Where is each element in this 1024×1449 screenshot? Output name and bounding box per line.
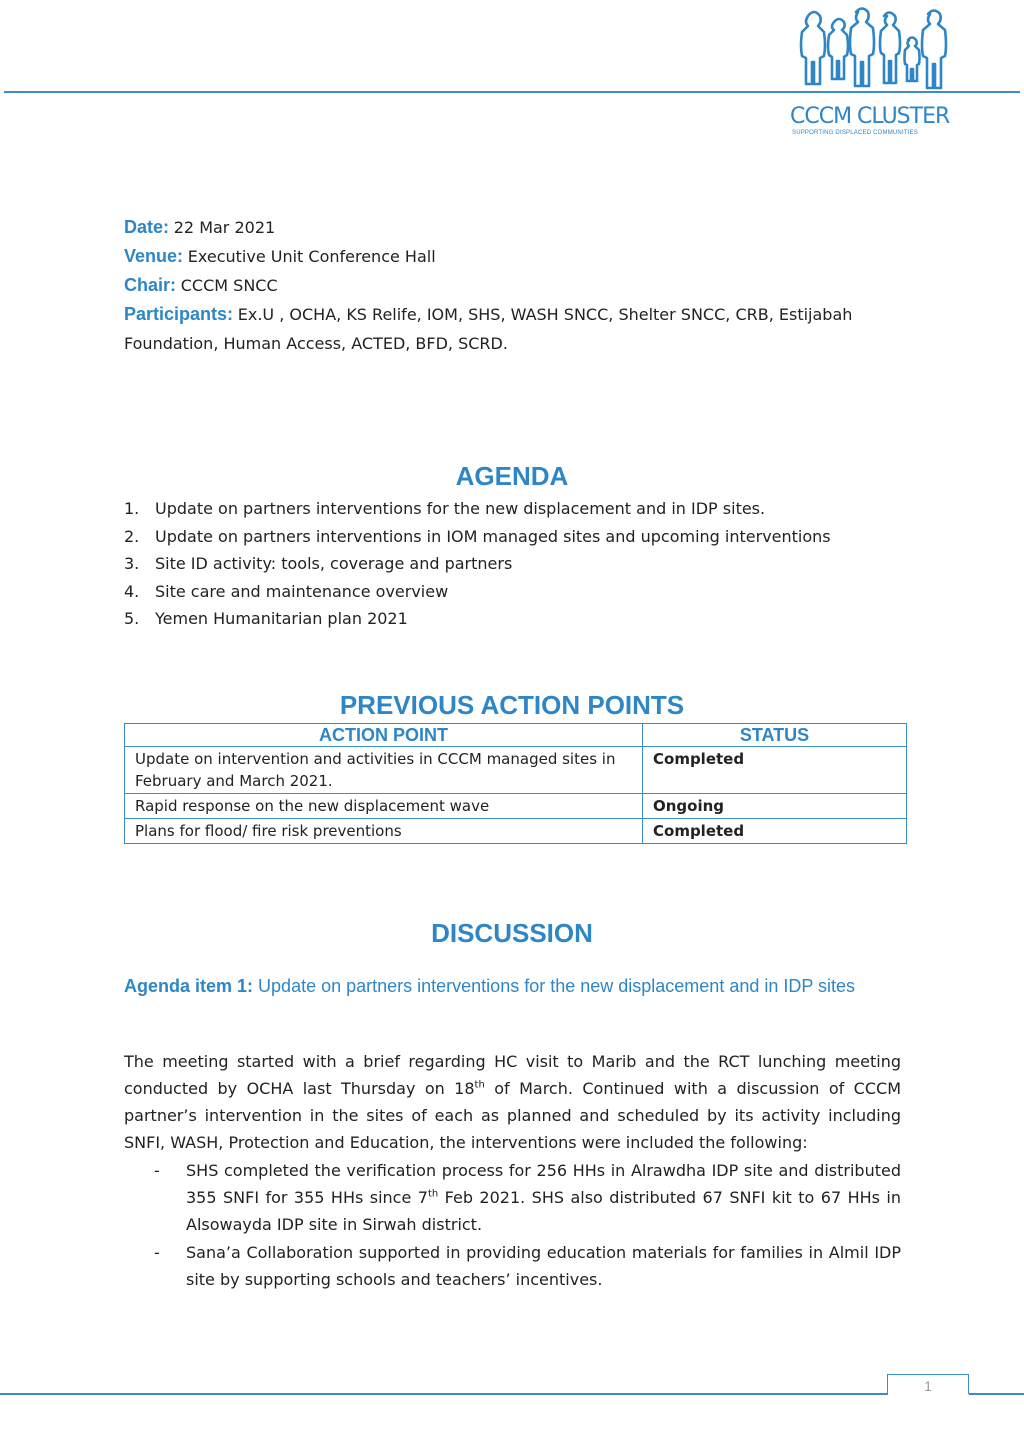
item-number: 1. [124, 499, 140, 518]
bullet-text [186, 1157, 901, 1238]
list-item [124, 1239, 901, 1293]
list-item [124, 550, 904, 578]
bullet-text-part: Feb 2021. SHS also distributed 67 SNFI kit to 67 HHs in Alsowayda IDP site in Sirwah district. [186, 1188, 901, 1234]
agenda-item-label: Agenda item 1: [124, 976, 254, 996]
venue-line [124, 242, 904, 271]
table-row [125, 747, 907, 794]
list-item [124, 605, 904, 633]
paragraph-text: of March. Continued with a discussion of CCCM partner’s intervention in the sites of each as planned and scheduled by its activity including SNFI, WASH, Protection and Education, the interventions were included the following: [124, 1079, 901, 1152]
date-line [124, 213, 904, 242]
agenda-list [124, 495, 904, 633]
chair-label: Chair: [124, 275, 177, 295]
column-header-action: ACTION POINT [125, 724, 643, 747]
status-cell: Ongoing [643, 794, 907, 819]
participants-line [124, 300, 904, 358]
item-text: Yemen Humanitarian plan 2021 [155, 609, 408, 628]
status-cell: Completed [643, 747, 907, 794]
logo-subtitle: SUPPORTING DISPLACED COMMUNITIES [792, 130, 918, 136]
action-cell: Plans for flood/ fire risk preventions [125, 819, 643, 844]
footer-rule [969, 1393, 1024, 1395]
item-number: 4. [124, 581, 140, 601]
table-row [125, 819, 907, 844]
people-silhouettes-icon [794, 6, 954, 96]
table-header-row [125, 724, 907, 747]
item-text: Update on partners interventions in IOM managed sites and upcoming interventions [155, 526, 831, 546]
bullet-text-part: SHS completed the verification process for 256 HHs in Alrawdha IDP site and distributed 355 SNFI for 355 HHs since 7 [186, 1161, 901, 1207]
item-number: 5. [124, 609, 140, 628]
participants-label: Participants: [124, 304, 234, 324]
list-item [124, 523, 904, 551]
list-item [124, 1157, 901, 1238]
item-text: Site care and maintenance overview [155, 581, 449, 601]
chair-value: CCCM SNCC [180, 276, 278, 295]
table-row [125, 794, 907, 819]
list-item [124, 578, 904, 606]
bullet-marker: - [154, 1243, 160, 1262]
ordinal-suffix: th [427, 1188, 439, 1200]
item-number: 3. [124, 554, 140, 573]
venue-value: Executive Unit Conference Hall [187, 247, 436, 266]
discussion-heading: DISCUSSION [431, 918, 593, 948]
status-cell: Completed [643, 819, 907, 844]
date-label: Date: [124, 217, 170, 237]
date-value: 22 Mar 2021 [173, 218, 276, 237]
meeting-details [124, 213, 904, 358]
previous-action-points-heading: PREVIOUS ACTION POINTS [339, 690, 685, 720]
item-text: Update on partners interventions for the new displacement and in IDP sites. [155, 499, 766, 518]
chair-line [124, 271, 904, 300]
action-points-table [124, 723, 907, 844]
agenda-item-title: Update on partners interventions for the new displacement and in IDP sites [258, 976, 856, 996]
bullet-marker: - [154, 1161, 160, 1180]
discussion-bullets [124, 1157, 901, 1294]
item-text: Site ID activity: tools, coverage and partners [155, 554, 513, 573]
cccm-cluster-logo [790, 6, 960, 140]
column-header-status: STATUS [643, 724, 907, 747]
ordinal-suffix: th [474, 1079, 485, 1091]
logo-title: CCCM CLUSTER [790, 104, 950, 129]
action-cell: Rapid response on the new displacement wave [125, 794, 643, 819]
list-item [124, 495, 904, 523]
action-cell: Update on intervention and activities in CCCM managed sites in February and March 2021. [125, 747, 643, 794]
page-number: 1 [924, 1378, 932, 1394]
footer-rule [0, 1393, 888, 1395]
paragraph-text: The meeting started with a brief regarding HC visit to Marib and the RCT lunching meeting conducted by OCHA last Thursday on 18 [124, 1052, 901, 1098]
discussion-paragraph [124, 1048, 901, 1156]
agenda-item-1-heading [124, 974, 884, 999]
participants-value: Ex.U , OCHA, KS Relife, IOM, SHS, WASH SNCC, Shelter SNCC, CRB, Estijabah Foundation, Human Access, ACTED, BFD, SCRD. [124, 305, 853, 353]
bullet-text: Sana’a Collaboration supported in providing education materials for families in Almil IDP site by supporting schools and teachers’ incentives. [186, 1243, 901, 1289]
agenda-heading: AGENDA [455, 461, 569, 491]
venue-label: Venue: [124, 246, 184, 266]
item-number: 2. [124, 526, 140, 546]
